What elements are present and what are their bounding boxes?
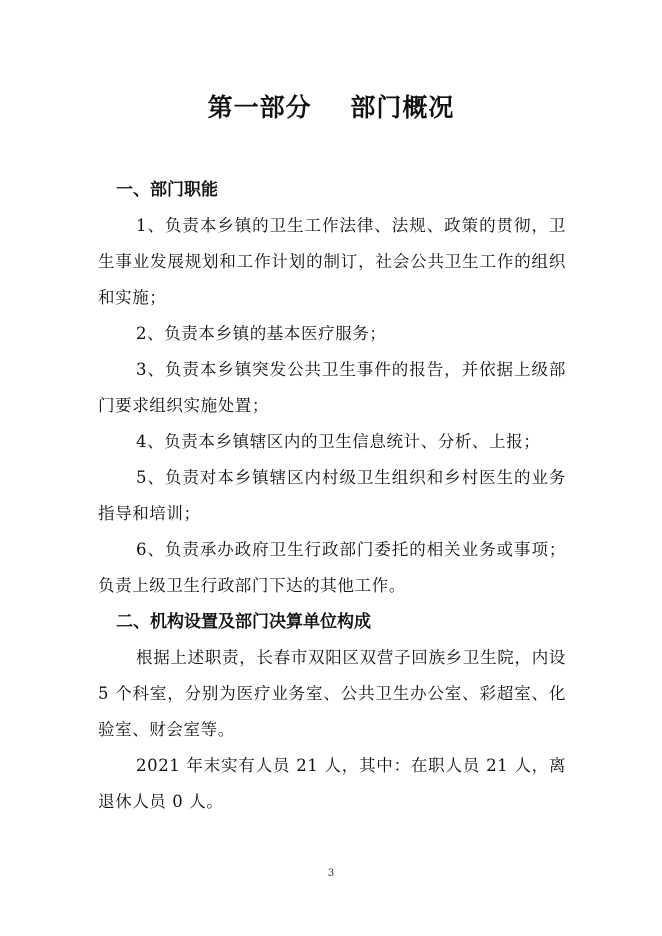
page-title: 第一部分 部门概况: [207, 93, 455, 122]
document-body: [98, 172, 566, 820]
paragraph: 5、负责对本乡镇辖区内村级卫生组织和乡村医生的业务指导和培训；: [98, 468, 566, 523]
page-number: 3: [327, 868, 335, 879]
paragraph: 2021 年末实有人员 21 人，其中：在职人员 21 人，离退休人员 0 人。: [98, 756, 566, 811]
section-heading-functions: 一、部门职能: [116, 180, 218, 200]
paragraph: 1、负责本乡镇的卫生工作法律、法规、政策的贯彻，卫生事业发展规划和工作计划的制订，社会公共卫生工作的组织和实施；: [98, 216, 566, 307]
paragraph: 6、负责承办政府卫生行政部门委托的相关业务或事项；负责上级卫生行政部门下达的其他工作。: [98, 540, 566, 595]
paragraph: 2、负责本乡镇的基本医疗服务；: [136, 324, 387, 343]
paragraph: 3、负责本乡镇突发公共卫生事件的报告，并依据上级部门要求组织实施处置；: [98, 360, 566, 415]
section-heading-organization: 二、机构设置及部门决算单位构成: [116, 612, 371, 632]
paragraph: 4、负责本乡镇辖区内的卫生信息统计、分析、上报；: [136, 432, 541, 451]
paragraph: 根据上述职责，长春市双阳区双营子回族乡卫生院，内设 5 个科室，分别为医疗业务室、公共卫生办公室、彩超室、化验室、财会室等。: [98, 648, 566, 739]
